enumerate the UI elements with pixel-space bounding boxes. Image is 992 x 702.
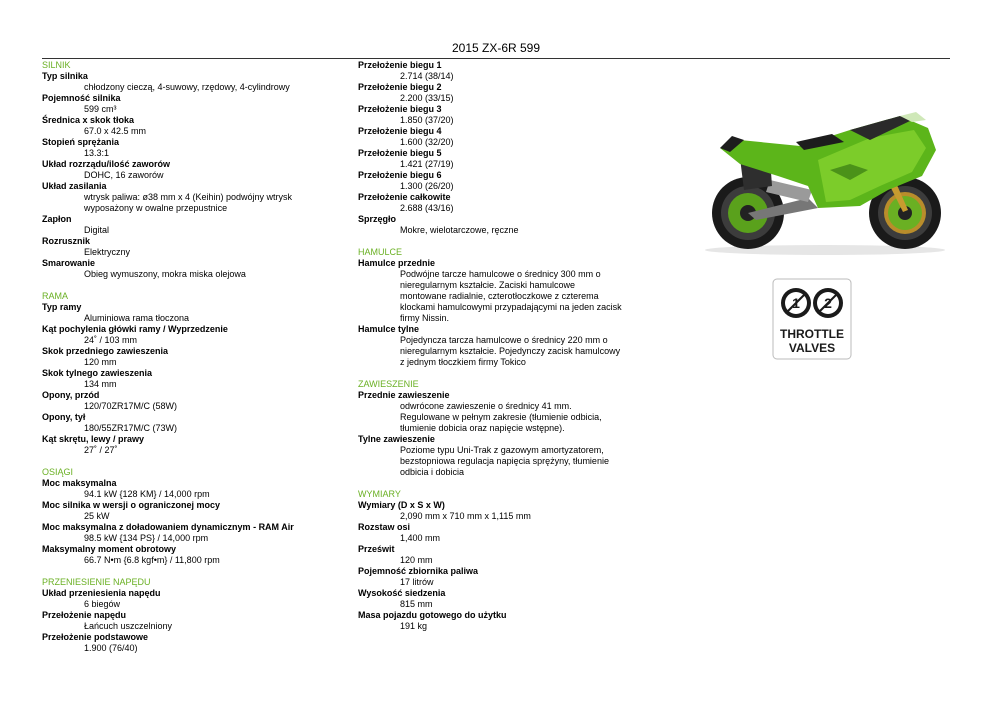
spec-label: Przełożenie biegu 2 — [358, 82, 442, 92]
spec-value: Podwójne tarcze hamulcowe o średnicy 300 mm o — [400, 269, 601, 279]
spec-value: 67.0 x 42.5 mm — [84, 126, 147, 136]
spec-value: 24˚ / 103 mm — [84, 335, 138, 345]
spec-value: Mokre, wielotarczowe, ręczne — [400, 225, 519, 235]
spec-label: Przełożenie podstawowe — [42, 632, 149, 642]
spec-value: odbicia i dobicia — [400, 467, 465, 477]
spec-label: Skok tylnego zawieszenia — [42, 368, 153, 378]
spec-value: 191 kg — [400, 621, 428, 631]
spec-value: 180/55ZR17M/C (73W) — [84, 423, 178, 433]
spec-value: 6 biegów — [84, 599, 121, 609]
section-heading: RAMA — [42, 291, 69, 301]
spec-value: klockami hamulcowymi przypadającymi na jeden zacisk — [400, 302, 622, 312]
spec-value: 2.714 (38/14) — [400, 71, 454, 81]
spec-value: Łańcuch uszczelniony — [84, 621, 173, 631]
spec-value: 98.5 kW {134 PS} / 14,000 rpm — [84, 533, 209, 543]
spec-label: Moc maksymalna — [42, 478, 117, 488]
badge-num-2: 2 — [824, 295, 832, 311]
spec-label: Średnica x skok tłoka — [42, 115, 135, 125]
section-heading: WYMIARY — [358, 489, 401, 499]
spec-value: odwrócone zawieszenie o średnicy 41 mm. — [400, 401, 572, 411]
spec-value: 120/70ZR17M/C (58W) — [84, 401, 178, 411]
spec-label: Wysokość siedzenia — [358, 588, 446, 598]
spec-label: Pojemność zbiornika paliwa — [358, 566, 479, 576]
spec-column-right — [358, 60, 643, 632]
spec-label: Opony, tył — [42, 412, 86, 422]
spec-label: Rozstaw osi — [358, 522, 411, 532]
spec-value: Elektryczny — [84, 247, 131, 257]
spec-value: 13.3:1 — [84, 148, 110, 158]
spec-value: z jednym tłoczkiem firmy Tokico — [400, 357, 526, 367]
spec-value: tłumienie dobicia oraz napięcie wstępne). — [400, 423, 565, 433]
spec-value: Aluminiowa rama tłoczona — [84, 313, 190, 323]
spec-label: Przednie zawieszenie — [358, 390, 450, 400]
spec-label: Stopień sprężania — [42, 137, 120, 147]
spec-value: 27˚ / 27˚ — [84, 445, 118, 455]
spec-value: firmy Nissin. — [400, 313, 449, 323]
spec-label: Przełożenie napędu — [42, 610, 127, 620]
spec-column-left — [42, 60, 352, 654]
spec-value: 120 mm — [84, 357, 117, 367]
spec-value: 1.421 (27/19) — [400, 159, 454, 169]
spec-value: montowane radialnie, czterotłoczkowe z czterema — [400, 291, 599, 301]
spec-label: Przełożenie biegu 3 — [358, 104, 442, 114]
section-heading: ZAWIESZENIE — [358, 379, 419, 389]
throttle-valves-badge — [772, 278, 852, 360]
spec-value: 2,090 mm x 710 mm x 1,115 mm — [400, 511, 531, 521]
spec-value: 1.600 (32/20) — [400, 137, 454, 147]
spec-value: 94.1 kW {128 KM} / 14,000 rpm — [84, 489, 210, 499]
spec-value: 120 mm — [400, 555, 433, 565]
spec-label: Hamulce przednie — [358, 258, 436, 268]
spec-label: Rozrusznik — [42, 236, 91, 246]
page-title: 2015 ZX-6R 599 — [451, 41, 541, 55]
section-heading: PRZENIESIENIE NAPĘDU — [42, 577, 151, 587]
spec-label: Układ przeniesienia napędu — [42, 588, 161, 598]
section-heading: OSIĄGI — [42, 467, 74, 477]
spec-label: Przełożenie biegu 1 — [358, 60, 442, 70]
spec-value: Poziome typu Uni-Trak z gazowym amortyzatorem, — [400, 445, 604, 455]
spec-value: Obieg wymuszony, mokra miska olejowa — [84, 269, 246, 279]
title-rule — [42, 58, 950, 59]
spec-label: Maksymalny moment obrotowy — [42, 544, 177, 554]
spec-label: Moc silnika w wersji o ograniczonej mocy — [42, 500, 221, 510]
spec-value: nieregularnym kształcie. Zaciski hamulcowe — [400, 280, 576, 290]
spec-label: Przełożenie biegu 6 — [358, 170, 442, 180]
spec-label: Układ zasilania — [42, 181, 107, 191]
spec-label: Opony, przód — [42, 390, 100, 400]
spec-label: Kąt pochylenia główki ramy / Wyprzedzenie — [42, 324, 228, 334]
spec-label: Przełożenie biegu 4 — [358, 126, 442, 136]
section-heading: SILNIK — [42, 60, 71, 70]
motorcycle-image — [700, 110, 950, 258]
spec-label: Hamulce tylne — [358, 324, 420, 334]
badge-text-throttle: THROTTLE — [780, 327, 844, 341]
spec-value: Regulowane w pełnym zakresie (tłumienie odbicia, — [400, 412, 602, 422]
spec-label: Typ silnika — [42, 71, 88, 81]
spec-value: 599 cm³ — [84, 104, 117, 114]
spec-label: Pojemność silnika — [42, 93, 121, 103]
badge-num-1: 1 — [792, 295, 800, 311]
section-heading: HAMULCE — [358, 247, 403, 257]
spec-label: Przełożenie biegu 5 — [358, 148, 442, 158]
spec-value: 1.850 (37/20) — [400, 115, 454, 125]
spec-value: 66.7 N•m {6.8 kgf•m} / 11,800 rpm — [84, 555, 220, 565]
spec-value: 1,400 mm — [400, 533, 441, 543]
spec-value: 815 mm — [400, 599, 433, 609]
spec-label: Sprzęgło — [358, 214, 397, 224]
spec-value: chłodzony cieczą, 4-suwowy, rzędowy, 4-cylindrowy — [84, 82, 290, 92]
spec-label: Układ rozrządu/ilość zaworów — [42, 159, 171, 169]
spec-value: nieregularnym kształcie. Pojedynczy zacisk hamulcowy — [400, 346, 621, 356]
spec-label: Prześwit — [358, 544, 395, 554]
spec-label: Tylne zawieszenie — [358, 434, 435, 444]
spec-value: bezstopniowa regulacja napięcia sprężyny, tłumienie — [400, 456, 609, 466]
spec-value: 2.688 (43/16) — [400, 203, 454, 213]
throttle-valves-icon — [772, 278, 852, 360]
spec-label: Kąt skrętu, lewy / prawy — [42, 434, 145, 444]
spec-label: Smarowanie — [42, 258, 96, 268]
spec-value: wtrysk paliwa: ø38 mm x 4 (Keihin) podwójny wtrysk — [84, 192, 293, 202]
badge-text-valves: VALVES — [788, 341, 836, 355]
spec-value: 1.300 (26/20) — [400, 181, 454, 191]
spec-value: 2.200 (33/15) — [400, 93, 454, 103]
spec-value: 25 kW — [84, 511, 110, 521]
spec-label: Typ ramy — [42, 302, 82, 312]
spec-label: Moc maksymalna z doładowaniem dynamicznym - RAM Air — [42, 522, 294, 532]
spec-value: Pojedyncza tarcza hamulcowe o średnicy 220 mm o — [400, 335, 608, 345]
spec-value: 134 mm — [84, 379, 117, 389]
spec-label: Przełożenie całkowite — [358, 192, 451, 202]
spec-value: DOHC, 16 zaworów — [84, 170, 164, 180]
spec-value: 1.900 (76/40) — [84, 643, 138, 653]
spec-label: Masa pojazdu gotowego do użytku — [358, 610, 507, 620]
spec-value: 17 litrów — [400, 577, 434, 587]
spec-label: Zapłon — [42, 214, 72, 224]
spec-label: Wymiary (D x S x W) — [358, 500, 445, 510]
spec-label: Skok przedniego zawieszenia — [42, 346, 169, 356]
spec-value: Digital — [84, 225, 110, 235]
spec-value: wyposażony w owalne przepustnice — [84, 203, 228, 213]
